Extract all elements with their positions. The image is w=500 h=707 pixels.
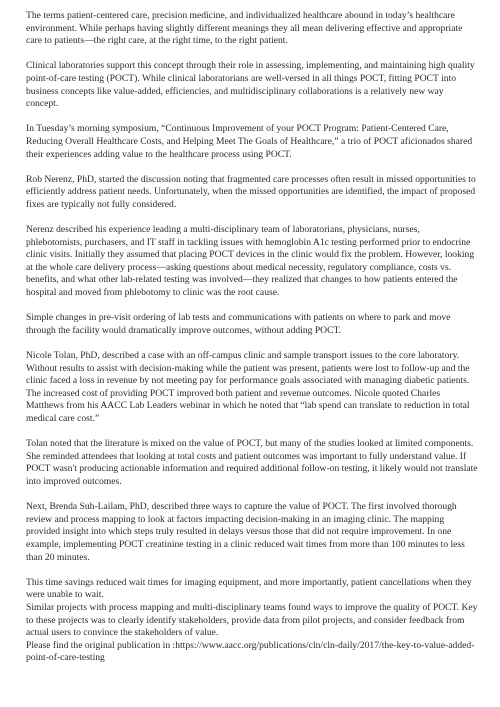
paragraph-intro: The terms patient-centered care, precision medicine, and individualized healthcare abound in today’s healthcare environment. While perhaps having slightly different meanings they all mean delivering effective and appropriate care to patients—the right care, at the right time, to the right patient. <box>26 10 463 47</box>
document-page <box>26 10 478 665</box>
paragraph-clinical-labs: Clinical laboratories support this concept through their role in assessing, implementing, and maintaining high quality point-of-care testing (POCT). While clinical laboratorians are well-versed in all things POCT, fitting POCT into business concepts like value-added, efficiencies, and multidisciplinary collaborations is a relatively new way concept. <box>26 60 475 110</box>
paragraph-similar-projects: Similar projects with process mapping and multi-disciplinary teams found ways to improve the quality of POCT. Key to these projects was to clearly identify stakeholders, provide data from pilot projects, and consider feedback from actual users to convince the stakeholders of value. <box>26 601 478 639</box>
paragraph-tolan-literature: Tolan noted that the literature is mixed on the value of POCT, but many of the studies looked at limited components. She reminded attendees that looking at total costs and patient outcomes was important to fully understand value. If POCT wasn't producing actionable information and required additional follow-on testing, it likely would not translate into improved outcomes. <box>26 438 478 487</box>
paragraph-symposium: In Tuesday’s morning symposium, “Continuous Improvement of your POCT Program: Patient-Centered Care, Reducing Overall Healthcare Costs, and Helping Meet The Goals of Healthcare,” a trio of POCT aficionados shared their experiences adding value to the healthcare process using POCT. <box>26 123 473 160</box>
paragraph-tolan-case: Nicole Tolan, PhD, described a case with an off-campus clinic and sample transport issues to the core laboratory. Without results to assist with decision-making while the patient was present, patients were lost to follow-up and the clinic faced a loss in revenue by not meeting pay for performance goals associated with managing diabetic patients. The increased cost of providing POCT improved both patient and revenue outcomes. Nicole quoted Charles Matthews from his AACC Lab Leaders webinar in which he noted that “lab spend can translate to reduction in total medical care cost.” <box>26 350 470 424</box>
paragraph-time-savings: This time savings reduced wait times for imaging equipment, and more importantly, patient cancellations when they were unable to wait. <box>26 576 472 601</box>
paragraph-suh-lailam: Next, Brenda Suh-Lailam, PhD, described three ways to capture the value of POCT. The first involved thorough review and process mapping to look at factors impacting decision-making in an imaging clinic. The mapping provided insight into which steps truly resulted in delays versus those that did not require improvement. In one example, implementing POCT creatinine testing in a clinic reduced wait times from more than 100 minutes to less than 20 minutes. <box>26 501 465 563</box>
paragraph-nerenz-intro: Rob Nerenz, PhD, started the discussion noting that fragmented care processes often result in missed opportunities to efficiently address patient needs. Unfortunately, when the missed opportunities are identified, the impact of proposed fixes are typically not fully considered. <box>26 173 476 210</box>
paragraph-nerenz-experience: Nerenz described his experience leading a multi-disciplinary team of laboratorians, physicians, nurses, phlebotomists, purchasers, and IT staff in tackling issues with hemoglobin A1c testing performed prior to endocrine clinic visits. Initially they assumed that placing POCT devices in the clinic would fix the problem. However, looking at the whole care delivery process—asking questions about medical necessity, regulatory compliance, costs vs. benefits, and what other lab-related testing was involved—they realized that changes to how patients entered the hospital and moved from phlebotomy to clinic was the root cause. <box>26 224 475 299</box>
paragraph-original-publication: Please find the original publication in :https://www.aacc.org/publications/cln/cln-daily/2017/the-key-to-value-added-point-of-care-testing <box>26 639 475 664</box>
paragraph-simple-changes: Simple changes in pre-visit ordering of lab tests and communications with patients on where to park and move through the facility would dramatically improve outcomes, without adding POCT. <box>26 312 451 336</box>
